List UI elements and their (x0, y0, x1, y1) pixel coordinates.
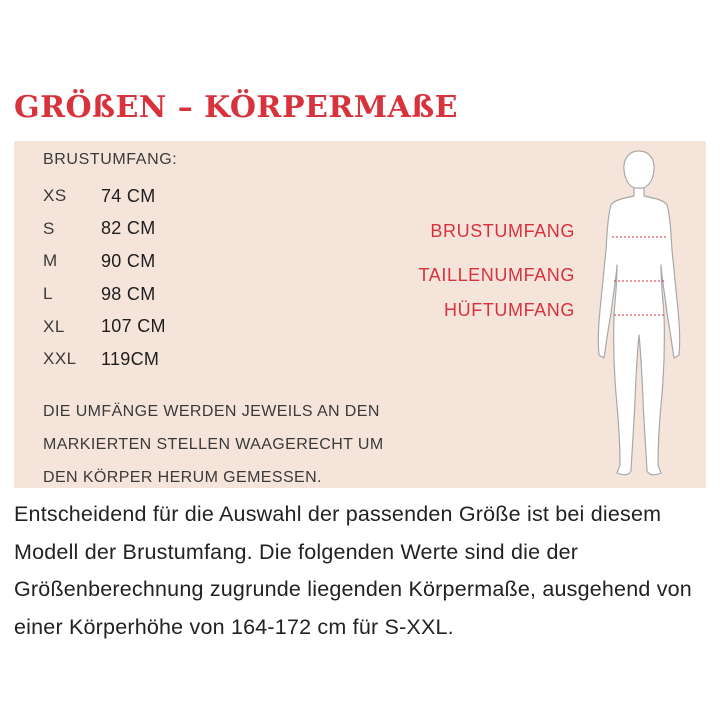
size-row-l (43, 278, 166, 311)
size-value: 74 CM (101, 185, 156, 206)
size-value: 98 CM (101, 283, 156, 304)
size-value: 90 CM (101, 250, 156, 271)
size-label: XXL (43, 349, 77, 369)
size-value: 82 CM (101, 218, 156, 239)
size-chart-panel (14, 141, 706, 488)
size-value: 119CM (101, 348, 160, 369)
waist-label: TAILLENUMFANG (418, 265, 575, 285)
size-label: S (43, 218, 55, 238)
size-row-xxl (43, 343, 166, 376)
page-title: GRÖßEN – KÖRPERMAßE (14, 90, 458, 125)
size-row-xs (43, 180, 166, 213)
chest-label: BRUSTUMFANG (430, 221, 575, 241)
size-value: 107 CM (101, 316, 166, 337)
size-row-s (43, 213, 166, 246)
size-label: XL (43, 316, 65, 336)
size-row-m (43, 245, 166, 278)
size-list (43, 180, 166, 376)
size-label: M (43, 251, 58, 271)
size-label: L (43, 284, 53, 304)
size-row-xl (43, 310, 166, 343)
body-figure-icon (584, 145, 694, 480)
measurement-note: DIE UMFÄNGE WERDEN JEWEILS AN DEN MARKIERTEN STELLEN WAAGERECHT UM DEN KÖRPER HERUM GEMESSEN. (43, 403, 384, 486)
description-text: Entscheidend für die Auswahl der passenden Größe ist bei diesem Modell der Brustumfang. Die folgenden Werte sind die der Größenberechnung zugrunde liegenden Körpermaße, ausgehend von einer Körperhöhe von 164-172 cm für S-XXL. (14, 502, 692, 639)
size-label: XS (43, 186, 67, 206)
measure-heading: BRUSTUMFANG: (43, 151, 178, 168)
hip-label: HÜFTUMFANG (444, 300, 575, 320)
